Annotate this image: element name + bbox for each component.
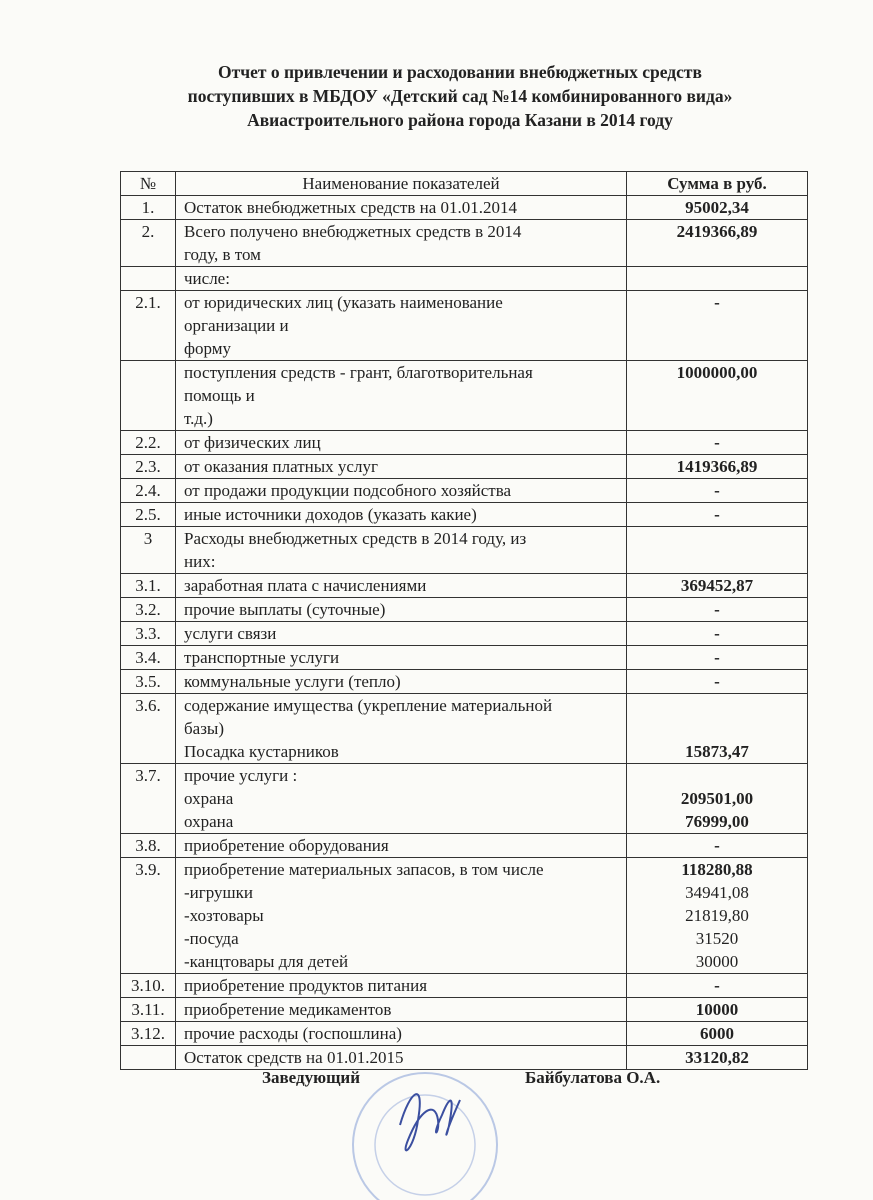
row-value-line: 30000 [695,952,739,971]
row-value [627,503,808,527]
row-value-line [635,267,799,290]
row-number: 2.4. [121,479,176,503]
row-number: 3.9. [121,858,176,974]
row-number: 3.10. [121,974,176,998]
row-value-line: 15873,47 [685,742,749,761]
row-name [176,1022,627,1046]
row-name-line: числе: [184,269,230,288]
row-name [176,858,627,974]
row-number: 3.7. [121,764,176,834]
row-name [176,670,627,694]
table-row [121,267,808,291]
row-name-line: приобретение продуктов питания [184,976,428,995]
row-value [627,694,808,764]
row-name [176,479,627,503]
row-value [627,670,808,694]
row-name-line: от оказания платных услуг [184,457,378,476]
row-number: 1. [121,196,176,220]
row-name-line: году, в том [184,245,261,264]
row-number [121,1046,176,1070]
table-row [121,670,808,694]
table-row [121,998,808,1022]
row-number: 2.1. [121,291,176,361]
row-name-line: коммунальные услуги (тепло) [184,672,401,691]
table-row [121,694,808,764]
row-value [627,455,808,479]
row-value [627,220,808,267]
table-row [121,291,808,361]
table-row [121,431,808,455]
row-value-line: 6000 [700,1024,734,1043]
row-value-line [635,694,799,717]
row-name-line: помощь и [184,386,255,405]
table-row [121,196,808,220]
row-value [627,998,808,1022]
row-name [176,503,627,527]
row-name-line: -игрушки [184,883,253,902]
table-row [121,574,808,598]
table-header-row [121,172,808,196]
row-name [176,622,627,646]
title-line-1: Отчет о привлечении и расходовании внебюджетных средств [218,62,702,82]
row-value-line: - [714,505,720,524]
row-value-line: - [714,293,720,312]
row-name-line: приобретение оборудования [184,836,389,855]
row-value [627,1022,808,1046]
row-value [627,646,808,670]
row-name [176,361,627,431]
row-value-line [635,764,799,787]
row-name [176,998,627,1022]
row-name [176,694,627,764]
table-body [121,196,808,1070]
row-name-line: Посадка кустарников [184,742,339,761]
table-row [121,974,808,998]
row-number: 2. [121,220,176,267]
row-value-line: 2419366,89 [676,222,758,241]
row-number [121,267,176,291]
row-name-line: -посуда [184,929,239,948]
row-value [627,291,808,361]
row-name [176,834,627,858]
row-name [176,974,627,998]
row-name-line: от юридических лиц (указать наименование [184,293,503,312]
signature-position: Заведующий [262,1068,361,1087]
table-row [121,455,808,479]
row-number [121,361,176,431]
row-value-line [635,527,799,550]
row-value-line [635,717,799,740]
table-row [121,503,808,527]
row-value [627,764,808,834]
row-name [176,598,627,622]
row-name-line: прочие расходы (госпошлина) [184,1024,402,1043]
row-name-line: услуги связи [184,624,277,643]
row-name-line: Остаток внебюджетных средств на 01.01.2014 [184,198,518,217]
title-line-3: Авиастроительного района города Казани в 2014 году [247,110,673,130]
row-number: 3.5. [121,670,176,694]
row-name [176,220,627,267]
row-number: 3.11. [121,998,176,1022]
header-value: Сумма в руб. [627,172,808,196]
row-value-line: 1000000,00 [676,363,758,382]
row-value [627,361,808,431]
signature-person: Байбулатова О.А. [525,1068,661,1087]
stamp-and-signature-icon [330,1060,530,1200]
row-value-line: - [714,481,720,500]
title-line-2: поступивших в МБДОУ «Детский сад №14 комбинированного вида» [187,86,733,106]
row-name [176,646,627,670]
row-name-line: прочие услуги : [184,766,298,785]
row-number: 2.3. [121,455,176,479]
row-name-line: охрана [184,812,234,831]
row-name-line: содержание имущества (укрепление материальной [184,696,553,715]
table-row [121,858,808,974]
report-table [120,171,808,1070]
row-value-line: - [714,433,720,452]
table-row [121,646,808,670]
table-row [121,527,808,574]
row-name-line: приобретение материальных запасов, в том числе [184,860,544,879]
row-number: 2.5. [121,503,176,527]
row-number: 3.1. [121,574,176,598]
row-value-line: 31520 [695,929,739,948]
row-name [176,196,627,220]
row-value [627,196,808,220]
row-number: 3.4. [121,646,176,670]
row-name-line: Расходы внебюджетных средств в 2014 году, из [184,529,527,548]
row-name-line: транспортные услуги [184,648,340,667]
row-name-line: них: [184,552,216,571]
table-row [121,220,808,267]
row-value-line: 95002,34 [685,198,749,217]
table-row [121,764,808,834]
row-name-line: заработная плата с начислениями [184,576,427,595]
row-value [627,974,808,998]
row-name [176,291,627,361]
table-row [121,1022,808,1046]
row-value-line: 209501,00 [680,789,754,808]
row-value [627,1046,808,1070]
row-name-line: -хозтовары [184,906,264,925]
row-value-line: - [714,976,720,995]
row-name-line: иные источники доходов (указать какие) [184,505,477,524]
table-row [121,361,808,431]
row-name-line: Всего получено внебюджетных средств в 2014 [184,222,522,241]
row-name [176,764,627,834]
row-value-line: - [714,600,720,619]
row-value-line: - [714,672,720,691]
row-name-line: базы) [184,719,224,738]
row-name [176,527,627,574]
row-name-line: -канцтовары для детей [184,952,349,971]
row-name-line: форму [184,339,232,358]
row-name-line: поступления средств - грант, благотворительная [184,363,533,382]
row-name-line: приобретение медикаментов [184,1000,392,1019]
row-name [176,574,627,598]
row-value-line: 118280,88 [681,860,753,879]
row-number: 3 [121,527,176,574]
row-name [176,267,627,291]
row-number: 3.3. [121,622,176,646]
row-number: 2.2. [121,431,176,455]
row-value [627,622,808,646]
row-number: 3.12. [121,1022,176,1046]
row-number: 3.6. [121,694,176,764]
row-number: 3.2. [121,598,176,622]
header-name: Наименование показателей [176,172,627,196]
row-value [627,267,808,291]
table-row [121,479,808,503]
row-value-line: 34941,08 [685,883,749,902]
row-name-line: т.д.) [184,409,213,428]
row-value-line: 33120,82 [685,1048,749,1067]
row-value [627,527,808,574]
row-name-line: от физических лиц [184,433,321,452]
row-value [627,834,808,858]
row-value [627,858,808,974]
row-value-line: 10000 [695,1000,739,1019]
table-row [121,598,808,622]
row-name-line: организации и [184,316,289,335]
row-value-line: - [714,648,720,667]
row-value-line: 76999,00 [685,812,749,831]
row-value [627,431,808,455]
row-value-line: 369452,87 [680,576,754,595]
row-name [176,455,627,479]
row-name [176,431,627,455]
table-row [121,834,808,858]
row-name-line: Остаток средств на 01.01.2015 [184,1048,404,1067]
row-name-line: от продажи продукции подсобного хозяйства [184,481,512,500]
document-title [100,60,820,132]
row-name-line: охрана [184,789,234,808]
header-number: № [121,172,176,196]
row-value [627,479,808,503]
row-value-line: - [714,624,720,643]
row-value [627,598,808,622]
row-value-line: 1419366,89 [676,457,758,476]
row-number: 3.8. [121,834,176,858]
row-value-line: - [714,836,720,855]
row-value-line: 21819,80 [685,906,749,925]
table-row [121,622,808,646]
row-name-line: прочие выплаты (суточные) [184,600,386,619]
row-value [627,574,808,598]
